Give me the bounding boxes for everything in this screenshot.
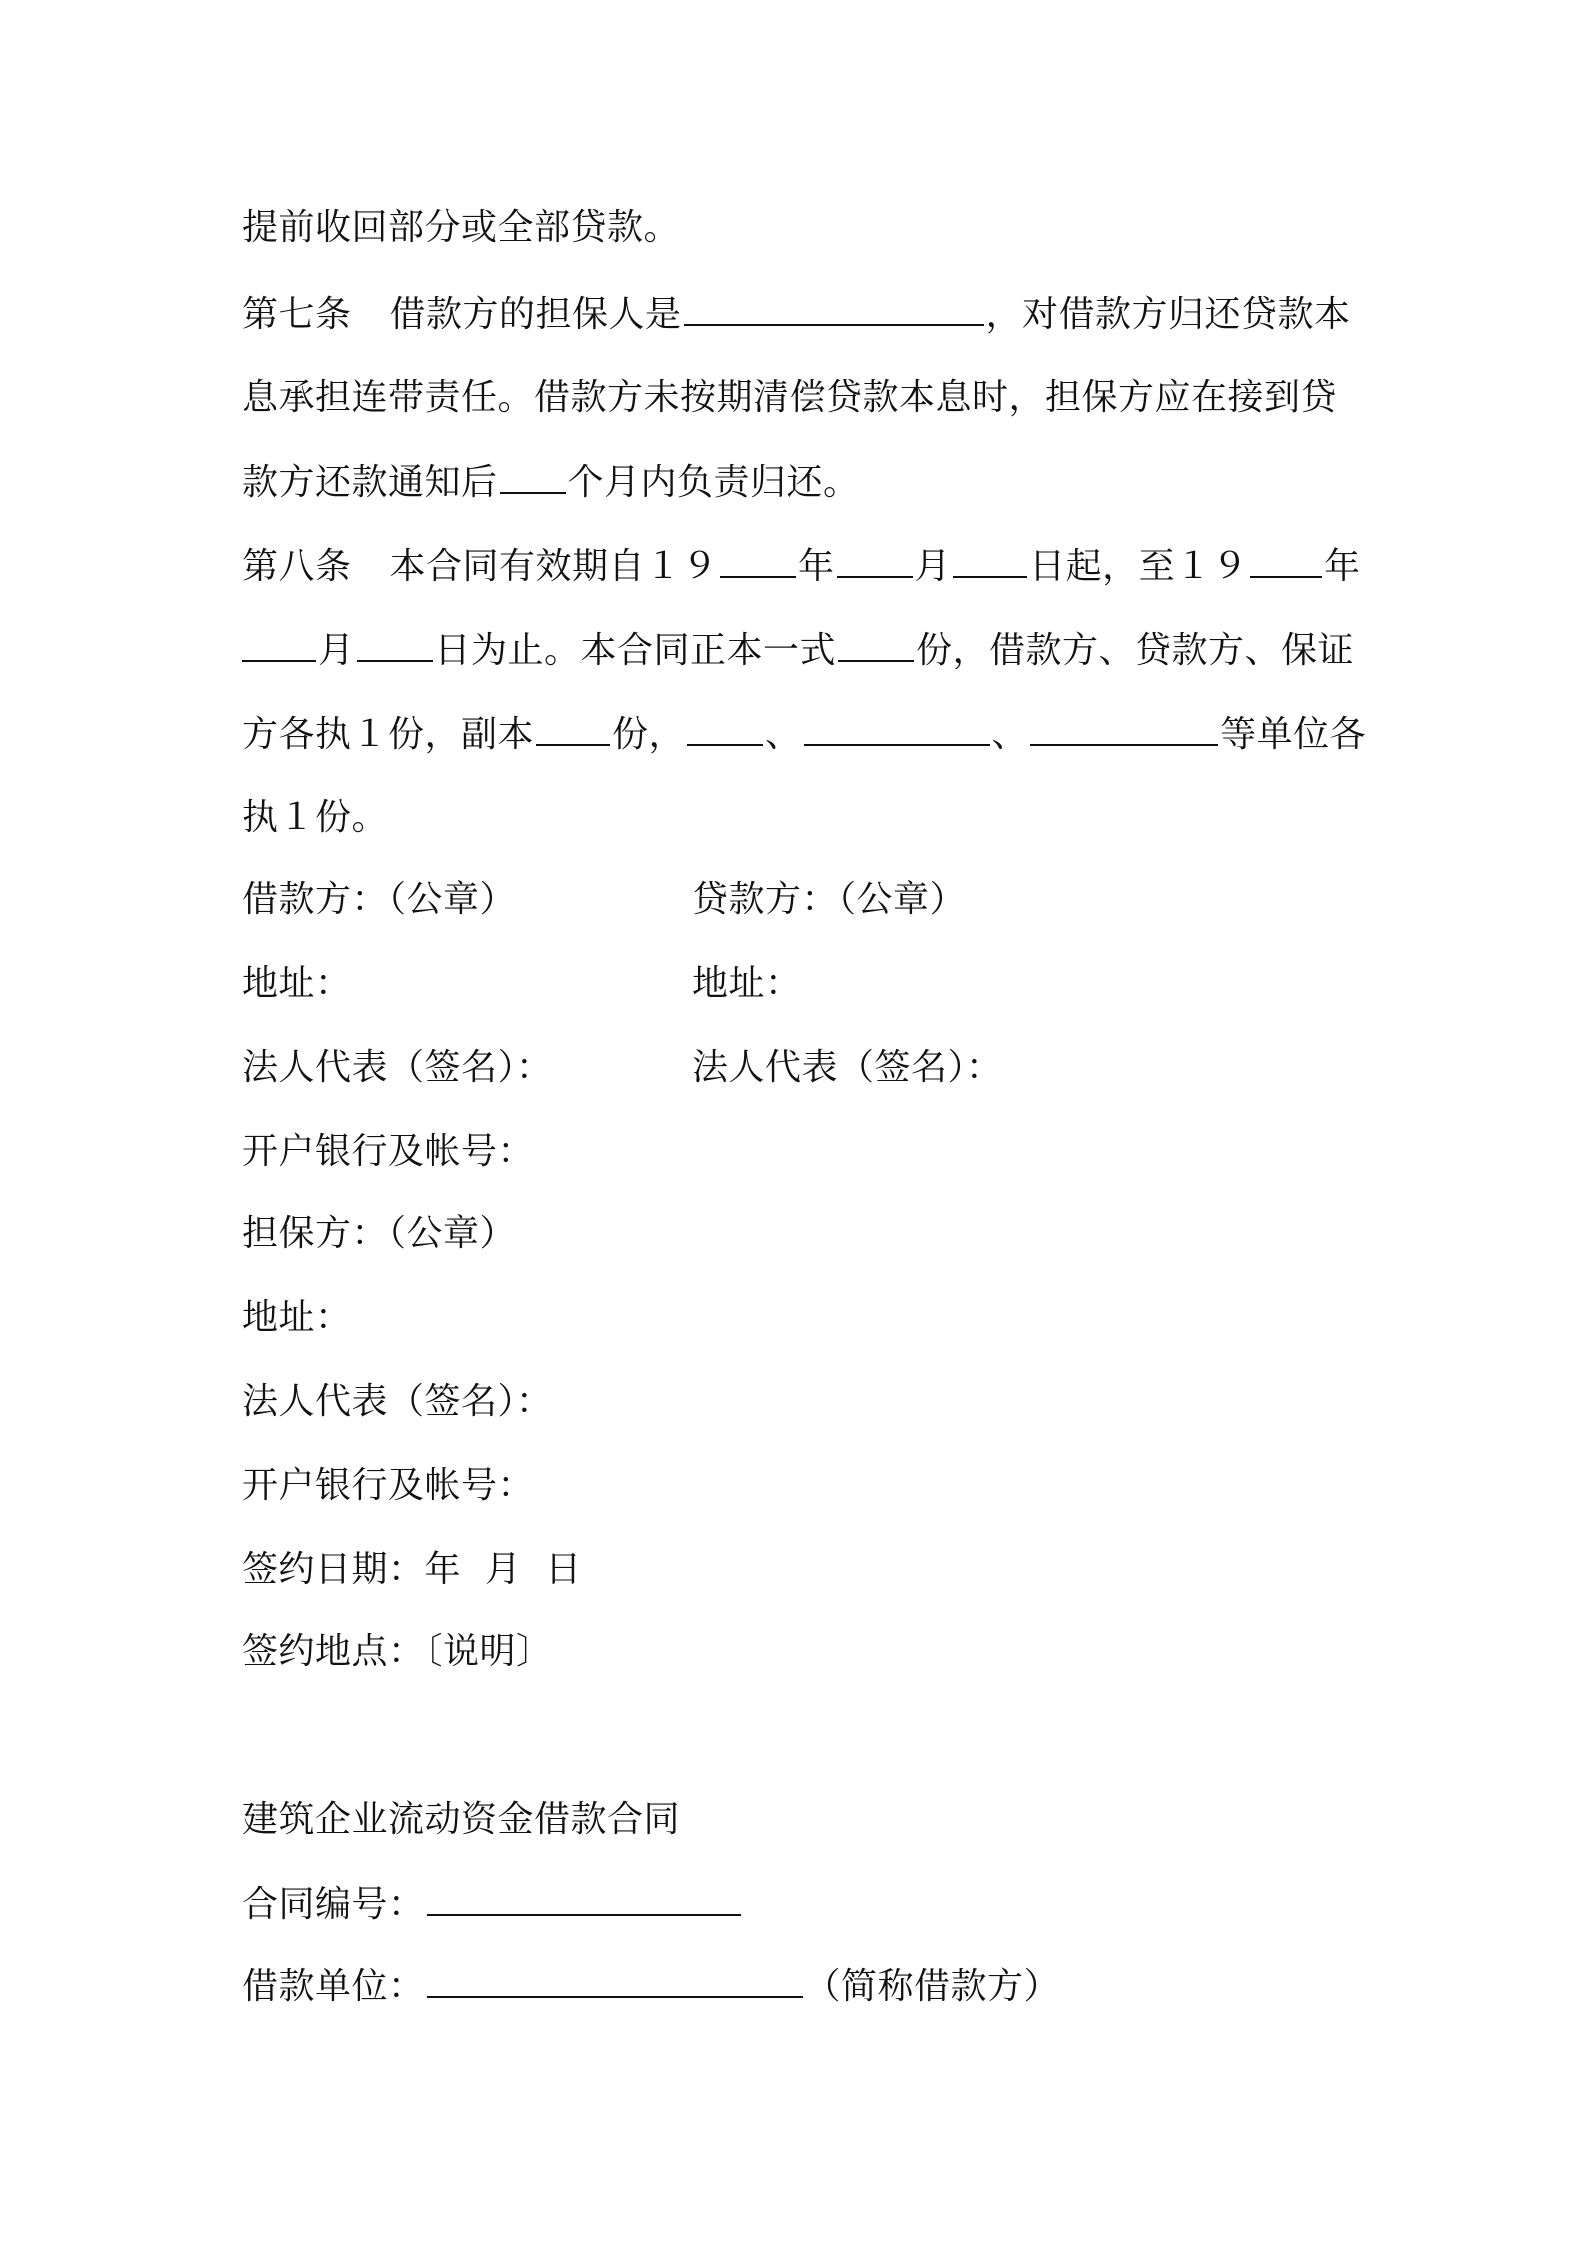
copies-blank[interactable] (838, 626, 914, 662)
lender-seal: 贷款方：（公章） (692, 879, 967, 920)
contract-title: 建筑企业流动资金借款合同 (242, 1799, 681, 1840)
guarantor-representative: 法人代表（签名）： (242, 1381, 553, 1422)
article-8-line-2 (242, 626, 1354, 674)
end-year-blank[interactable] (1250, 542, 1322, 578)
article-8-label: 第八条 (242, 546, 352, 587)
contract-number-line (242, 1880, 743, 1928)
text-line (242, 204, 680, 252)
article-7-label: 第七条 (242, 294, 352, 335)
article-7-text: 借款方的担保人是 (389, 294, 682, 335)
article-8-text: 执１份。 (242, 797, 389, 838)
article-8-text: 年 (798, 546, 835, 587)
months-blank[interactable] (500, 458, 566, 494)
article-7-text: 个月内负责归还。 (567, 462, 860, 503)
borrower-unit-line (242, 1962, 1060, 2010)
article-7-text: 息承担连带责任。借款方未按期清偿贷款本息时，担保方应在接到贷 (242, 377, 1338, 418)
start-year-blank[interactable] (720, 542, 796, 578)
borrower-unit-blank[interactable] (427, 1962, 803, 1998)
article-8-text: 月 (914, 546, 952, 587)
borrower-seal: 借款方：（公章） (242, 879, 517, 920)
guarantor-seal: 担保方：（公章） (242, 1213, 517, 1254)
borrower-address: 地址： (242, 963, 352, 1004)
article-8-text: 等单位各 (1220, 714, 1367, 755)
article-7-text: ，对借款方归还贷款本 (985, 294, 1351, 335)
lender-representative: 法人代表（签名）： (692, 1047, 1003, 1088)
borrower-bank-account: 开户银行及帐号： (242, 1131, 535, 1172)
signing-date: 签约日期：年 月 日 (242, 1549, 582, 1590)
article-8-text: 月 (318, 630, 355, 671)
end-day-blank[interactable] (357, 626, 433, 662)
article-8-line-4 (242, 794, 388, 842)
article-8-text: 份， (612, 714, 686, 755)
unit-1-blank[interactable] (687, 710, 763, 746)
signing-place: 签约地点：〔说明〕 (242, 1631, 553, 1672)
article-8-text: 、 (765, 714, 802, 755)
unit-2-blank[interactable] (804, 710, 990, 746)
article-8-text: 日为止。本合同正本一式 (434, 630, 837, 671)
guarantor-blank[interactable] (684, 290, 984, 326)
article-8-text: 日起，至１９ (1029, 546, 1249, 587)
article-8-text: 年 (1324, 546, 1361, 587)
article-7-line-1 (242, 290, 1351, 338)
article-7-line-3 (242, 458, 860, 506)
article-8-line-3 (242, 710, 1366, 758)
end-month-blank[interactable] (242, 626, 316, 662)
duplicate-copies-blank[interactable] (536, 710, 610, 746)
borrower-unit-label: 借款单位： (242, 1966, 425, 2007)
guarantor-address: 地址： (242, 1297, 352, 1338)
contract-number-blank[interactable] (427, 1880, 741, 1916)
article-8-text: 、 (991, 714, 1029, 755)
contract-number-label: 合同编号： (242, 1884, 425, 1925)
article-8-line-1 (242, 542, 1361, 590)
unit-3-blank[interactable] (1030, 710, 1218, 746)
guarantor-bank-account: 开户银行及帐号： (242, 1465, 535, 1506)
borrower-short-name: （简称借款方） (804, 1966, 1061, 2007)
article-8-text: 份，借款方、贷款方、保证 (916, 630, 1355, 671)
article-8-text: 方各执１份，副本 (242, 714, 535, 755)
article-7-line-2 (242, 374, 1337, 422)
paragraph-text: 提前收回部分或全部贷款。 (242, 207, 681, 248)
article-7-text: 款方还款通知后 (242, 462, 498, 503)
article-8-text: 本合同有效期自１９ (389, 546, 719, 587)
borrower-representative: 法人代表（签名）： (242, 1047, 553, 1088)
lender-address: 地址： (692, 963, 802, 1004)
start-month-blank[interactable] (837, 542, 913, 578)
start-day-blank[interactable] (953, 542, 1027, 578)
